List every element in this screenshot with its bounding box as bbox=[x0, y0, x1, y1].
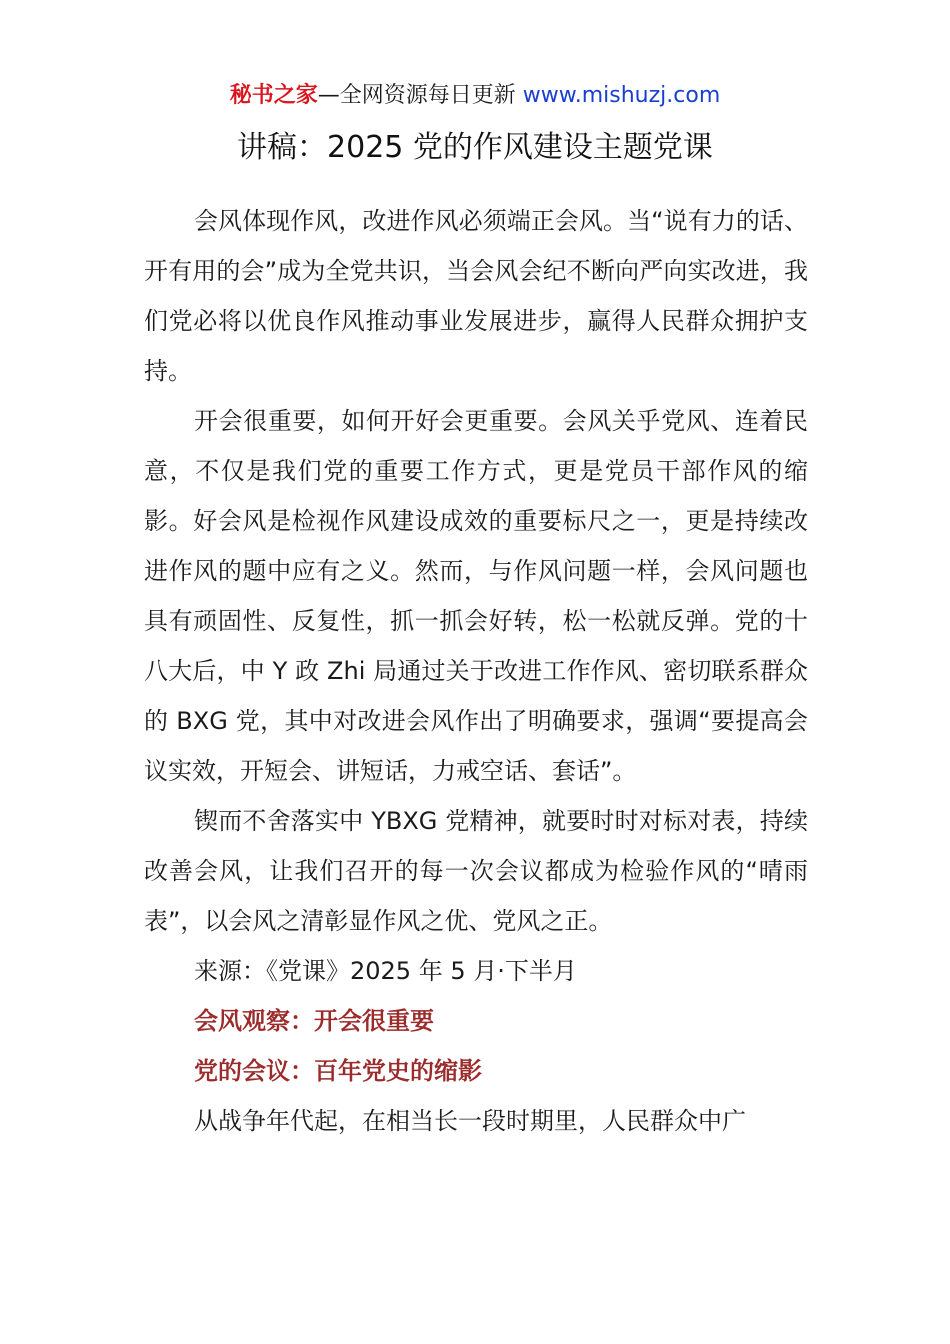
site-url-link[interactable]: www.mishuzj.com bbox=[522, 83, 721, 108]
section-heading-2: 党的会议：百年党史的缩影 bbox=[194, 1057, 482, 1085]
paragraph-4: 从战争年代起，在相当长一段时期里，人民群众中广 bbox=[194, 1107, 746, 1135]
paragraph-3: 锲而不舍落实中 YBXG 党精神，就要时时对标对表，持续改善会风，让我们召开的每一次会议都成为检验作风的“晴雨表”，以会风之清彰显作风之优、党风之正。 bbox=[144, 807, 808, 935]
site-brand: 秘书之家 bbox=[229, 83, 318, 108]
document-body bbox=[144, 196, 808, 1146]
site-header bbox=[0, 80, 950, 112]
paragraph-1: 会风体现作风，改进作风必须端正会风。当“说有力的话、开有用的会”成为全党共识，当会风会纪不断向严向实改进，我们党必将以优良作风推动事业发展进步，赢得人民群众拥护支持。 bbox=[144, 207, 808, 385]
source-line: 来源：《党课》2025 年 5 月·下半月 bbox=[194, 957, 577, 985]
paragraph-2: 开会很重要，如何开好会更重要。会风关乎党风、连着民意，不仅是我们党的重要工作方式，更是党员干部作风的缩影。好会风是检视作风建设成效的重要标尺之一，更是持续改进作风的题中应有之义。然而，与作风问题一样，会风问题也具有顽固性、反复性，抓一抓会好转，松一松就反弹。党的十八大后，中 Y 政 Zhi 局通过关于改进工作作风、密切联系群众的 BXG 党，其中对改进会风作出了明确要求，强调“要提高会议实效，开短会、讲短话，力戒空话、套话”。 bbox=[144, 407, 808, 785]
site-slogan: —全网资源每日更新 bbox=[317, 83, 516, 108]
section-heading-1: 会风观察：开会很重要 bbox=[194, 1007, 434, 1035]
document-title: 讲稿：2025 党的作风建设主题党课 bbox=[237, 130, 713, 165]
